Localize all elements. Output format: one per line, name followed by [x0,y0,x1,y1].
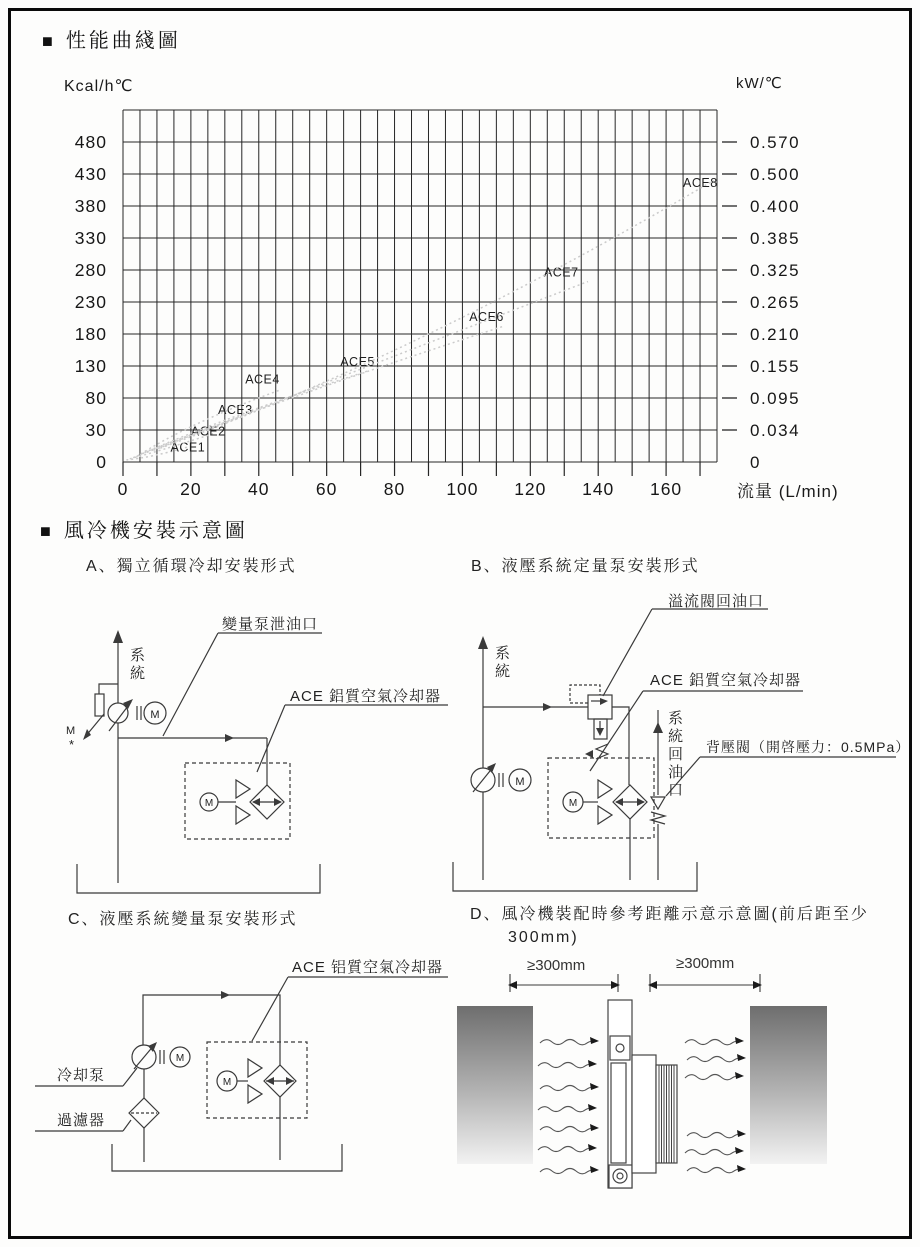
dim-arrow-icon [648,981,657,989]
leader-line [257,705,448,772]
wall-left [457,1006,533,1164]
tank-icon [112,1144,342,1171]
dim-arrow-icon [508,981,517,989]
svg-text:30: 30 [85,420,107,440]
diagram-c-pump-label: 冷却泵 [57,1067,106,1084]
arrow-up-icon [478,636,488,649]
svg-text:480: 480 [74,132,107,152]
curve-label-ACE7: ACE7 [543,265,579,280]
section-installation-title [40,514,248,543]
cooler-pipe [612,707,629,785]
arrow-down-icon [596,728,604,736]
diagram-b-title: B、液壓系統定量泵安裝形式 [471,558,700,575]
coupling-icon [499,773,503,787]
svg-text:0.325: 0.325 [750,261,801,280]
pilot-line [570,685,600,703]
diagram-b-system-return-label: 系統回油口 [666,710,683,800]
airflow-arrows-right [685,1037,746,1173]
svg-text:0.095: 0.095 [750,389,801,408]
airflow-arrows-left [538,1037,599,1174]
svg-text:330: 330 [74,228,107,248]
svg-text:20: 20 [180,479,202,499]
diagram-d-dim-left-label: ≥300mm [527,957,586,974]
svg-text:380: 380 [74,196,107,216]
arrow-right-icon [543,703,552,711]
diagram-b-relief-return-label: 溢流閥回油口 [668,593,765,610]
drain-pipe [99,684,118,694]
asterisk-label: * [69,737,75,752]
arrow-up-icon [113,630,123,643]
square-bullet-icon: ■ [42,31,56,51]
section2-title-text: 風冷機安裝示意圖 [63,520,248,542]
svg-text:0.400: 0.400 [750,197,801,216]
x-axis-title: 流量 (L/min) [737,482,839,501]
tank-icon [77,864,320,893]
tank-icon [453,862,697,891]
svg-text:0.570: 0.570 [750,133,801,152]
fan-blade-icon [236,780,250,798]
curve-label-ACE6: ACE6 [469,310,504,325]
arrow-right-icon [225,734,234,742]
curve-label-ACE5: ACE5 [340,355,375,369]
leader-line [590,691,803,771]
svg-text:0: 0 [117,479,129,499]
diagram-a-system-label: 系統 [128,647,145,683]
arrow-icon [487,763,496,773]
motor-label: M [222,1077,232,1088]
motor-label: M [204,798,214,809]
motor-label: M [568,798,578,809]
spring-icon [651,812,665,824]
coupling-icon [160,1050,164,1064]
diagram-a-title: A、獨立循環冷却安裝形式 [86,558,297,575]
left-axis-tick-labels [75,132,107,472]
svg-text:40: 40 [248,479,270,499]
dimension-lines [508,974,762,992]
wall-right [750,1006,827,1164]
svg-text:0.385: 0.385 [750,229,801,248]
curve-label-ACE1: ACE1 [170,440,206,455]
svg-text:0.034: 0.034 [750,421,801,440]
back-pressure-valve-icon [651,797,665,809]
motor-label: M [515,776,525,788]
fan-blade-icon [248,1085,262,1103]
diagram-a-drain-port-label: 變量泵泄油口 [222,616,319,633]
motor-label: M [175,1053,185,1064]
drain-valve-icon [95,694,104,716]
svg-text:100: 100 [446,479,479,499]
svg-text:180: 180 [74,324,107,344]
arrow-icon [600,698,608,705]
diagram-c-title: C、液壓系統變量泵安裝形式 [68,911,298,928]
diagram-c-cooler-label: ACE 铝質空氣冷却器 [292,959,444,976]
leader-line [666,757,896,796]
svg-text:0.210: 0.210 [750,325,801,344]
svg-text:160: 160 [649,479,683,499]
diagram-c-filter-label: 過濾器 [57,1112,106,1129]
svg-text:0: 0 [96,452,107,472]
diagram-b-cooler-label: ACE 鋁質空氣冷却器 [650,672,802,689]
leader-line [252,977,448,1041]
performance-curves [126,176,717,460]
curve-label-ACE4: ACE4 [245,372,280,387]
dim-arrow-icon [753,981,762,989]
diagram-a-cooler-label: ACE 鋁質空氣冷却器 [290,688,442,705]
arrow-up-icon [653,722,663,733]
diagram-a-schematic [60,595,455,905]
svg-text:230: 230 [74,292,107,312]
svg-text:280: 280 [74,260,107,280]
motor-label: M [66,725,76,737]
svg-text:0.155: 0.155 [750,357,801,376]
square-bullet-icon: ■ [40,521,54,541]
arrow-icon [585,750,593,758]
arrow-right-icon [221,991,230,999]
svg-text:0: 0 [750,453,761,472]
motor-label: M [150,709,160,721]
cooler-unit-front-view [608,1000,677,1188]
diagram-b-system-label: 系統 [493,645,510,681]
right-axis-tick-labels [722,133,800,472]
fan-blade-icon [248,1059,262,1077]
curve-label-ACE8: ACE8 [683,175,718,190]
curve-label-ACE3: ACE3 [218,403,253,417]
diagram-d-title: D、風冷機裝配時參考距離示意示意圖(前后距至少300mm) [470,906,869,946]
svg-text:140: 140 [582,479,615,499]
dim-arrow-icon [611,981,620,989]
left-axis-unit: Kcal/h℃ [64,78,134,95]
svg-text:0.500: 0.500 [750,165,801,184]
fin-hatch [659,1065,674,1163]
svg-text:430: 430 [74,164,107,184]
coupling-icon [137,706,141,720]
fan-blade-icon [236,806,250,824]
x-axis-ticks [118,462,700,499]
fan-blade-icon [598,780,612,798]
arrow-icon [123,699,133,709]
fan-blade-icon [598,806,612,824]
performance-chart [0,0,920,530]
svg-text:120: 120 [514,479,547,499]
curve-label-ACE2: ACE2 [190,424,226,439]
diagram-d-dim-right-label: ≥300mm [676,955,735,972]
section1-title-text: 性能曲綫圖 [65,30,181,52]
svg-text:0.265: 0.265 [750,293,801,312]
svg-text:80: 80 [85,388,107,408]
cooler-pipe [118,738,267,785]
chart-grid [123,110,717,462]
diagram-b-back-pressure-label: 背壓閥（開啓壓力：0.5MPa） [706,739,911,755]
svg-text:80: 80 [383,479,406,499]
svg-text:60: 60 [315,479,338,499]
svg-text:130: 130 [74,356,107,376]
right-axis-unit: kW/℃ [736,75,783,92]
diagram-d-clearance [450,950,910,1195]
